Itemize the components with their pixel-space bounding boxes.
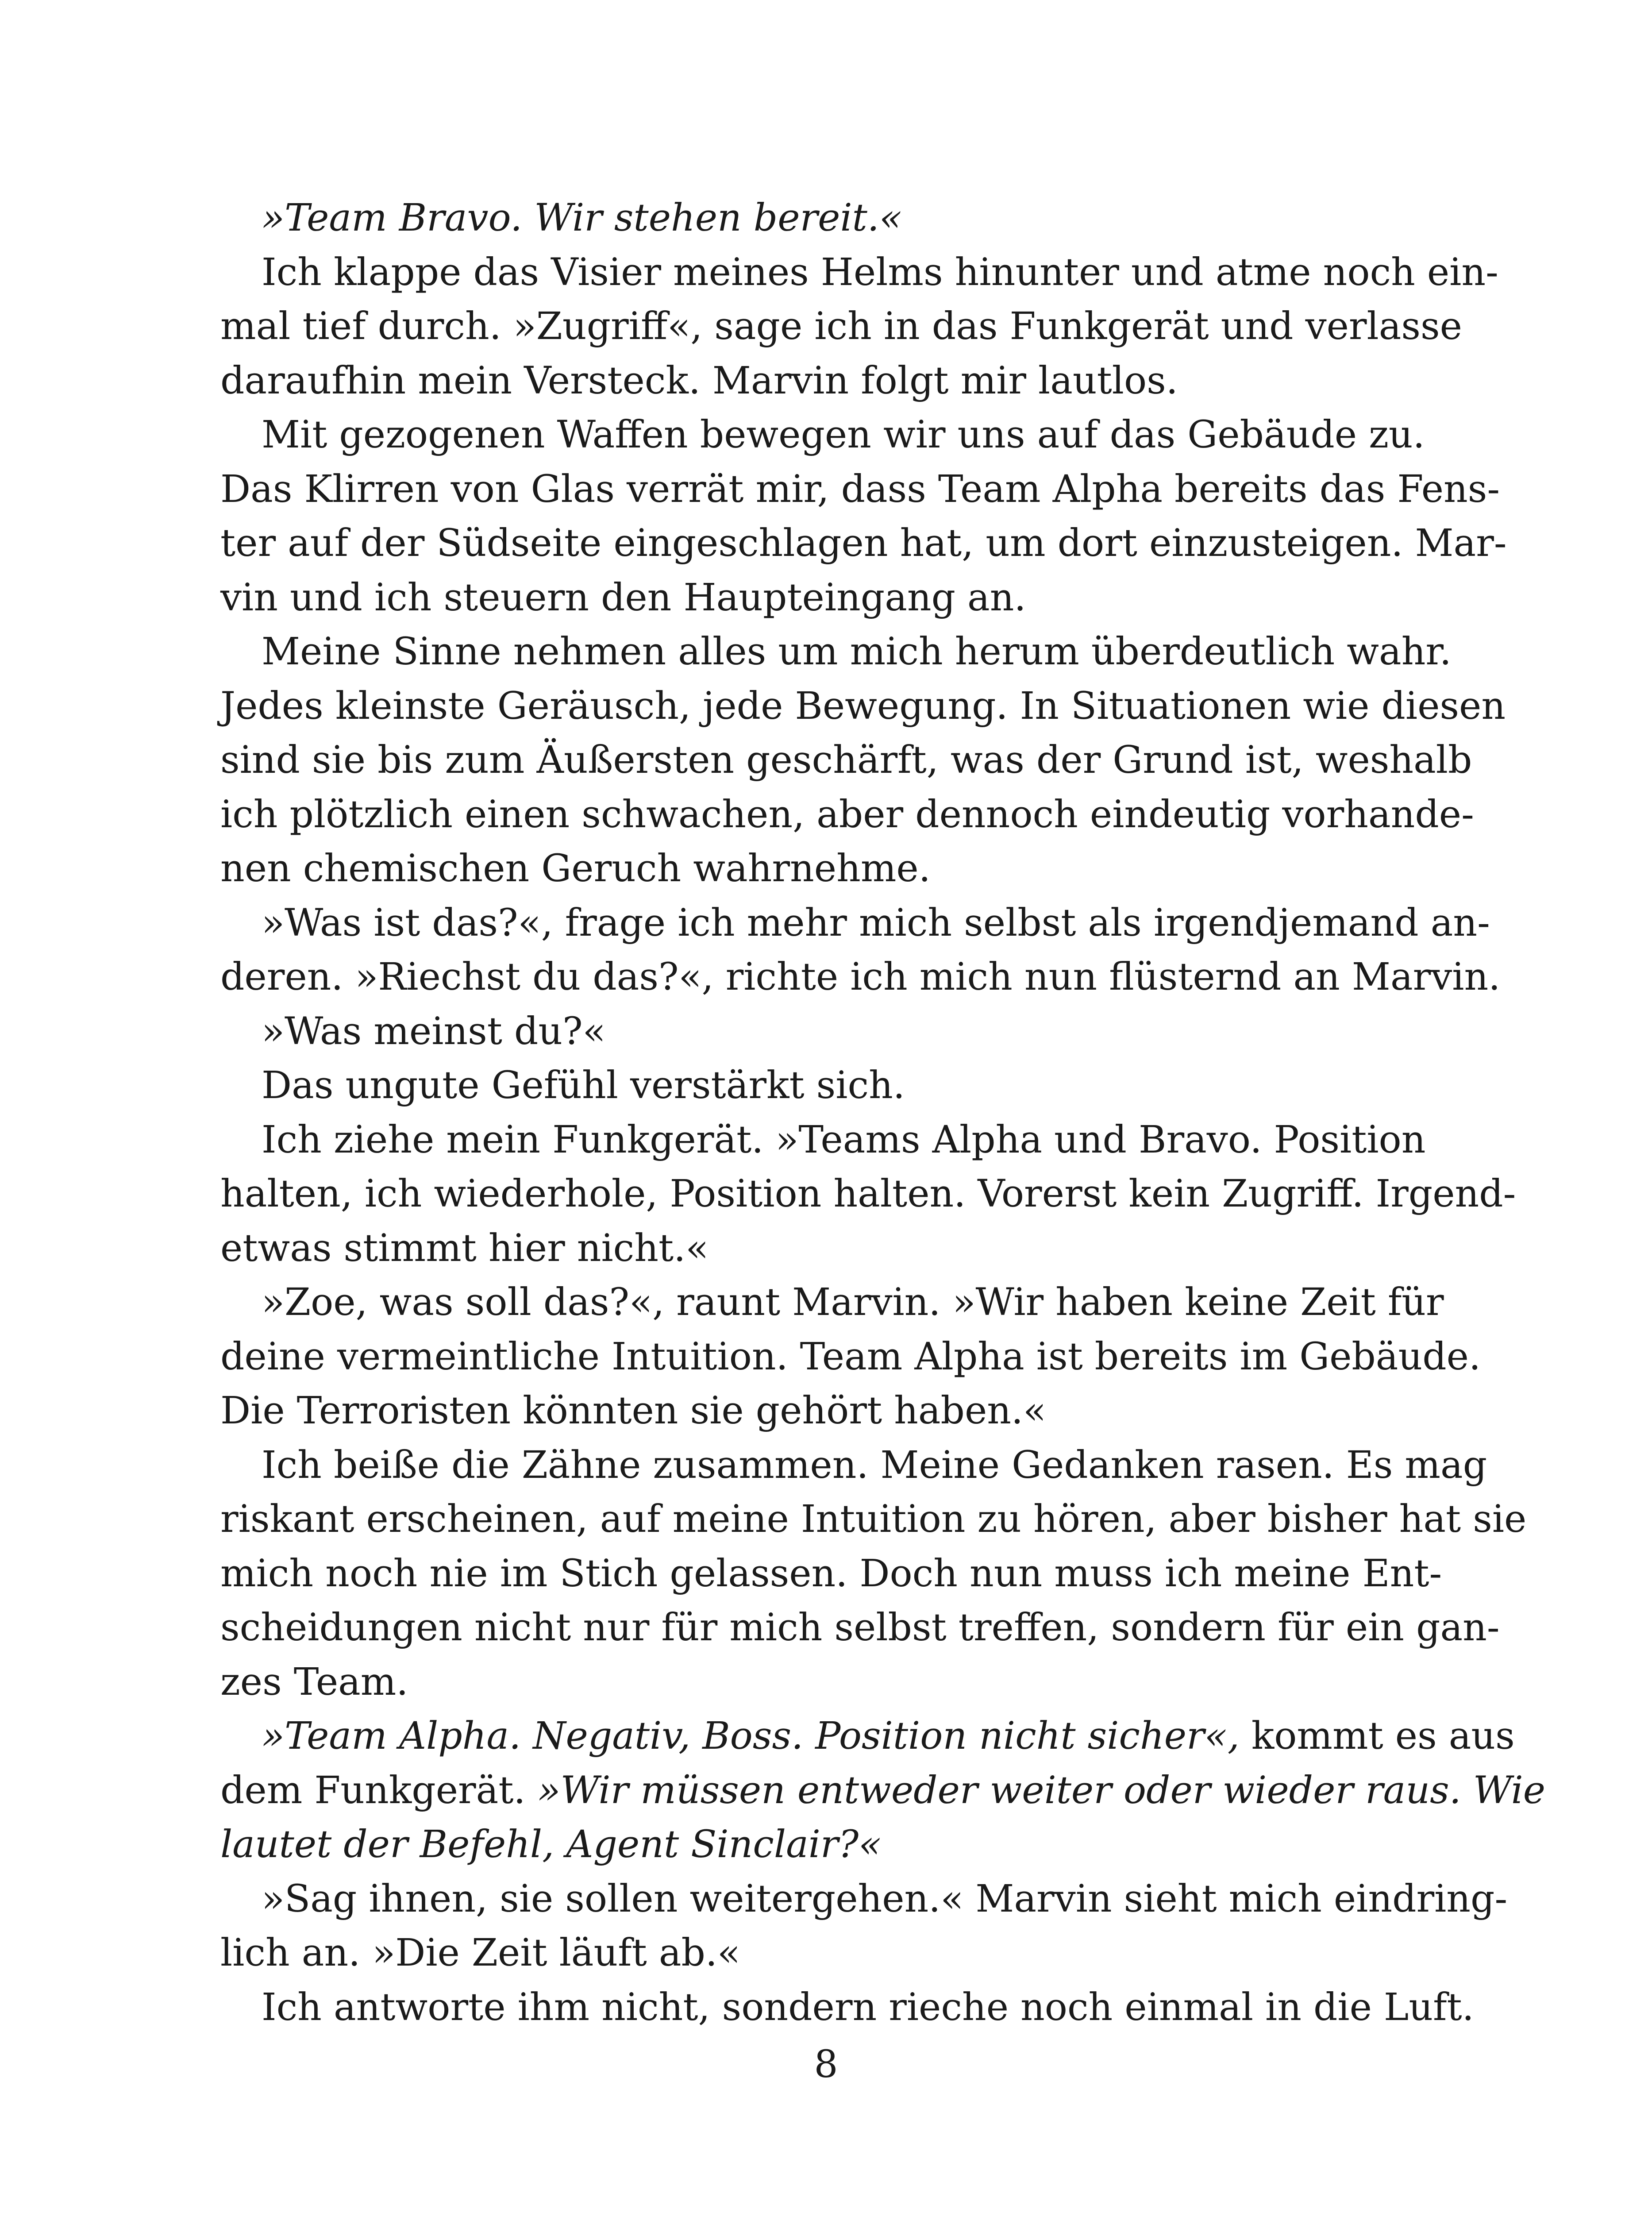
text-line [220,896,1490,951]
text-segment: ich plötzlich einen schwachen, aber dennoch eindeutig vorhande- [220,792,1474,837]
paragraph [220,1005,1372,1059]
italic-text-segment: lautet der Befehl, Agent Sinclair?« [220,1823,882,1866]
text-line [220,1601,1500,1655]
text-segment: Das ungute Gefühl verstärkt sich. [262,1064,905,1107]
paragraph [220,1872,1508,1981]
text-line [220,463,1500,517]
body-text [220,191,1546,2035]
text-segment: Jedes kleinste Geräusch, jede Bewegung. In Situationen wie diesen [220,684,1506,728]
paragraph [220,1059,1372,1113]
text-line [220,1709,1515,1764]
text-segment: deine vermeintliche Intuition. Team Alpha ist bereits im Gebäude. [220,1334,1481,1379]
paragraph [220,1276,1481,1438]
text-segment: Die Terroristen könnten sie gehört haben.« [220,1389,1047,1433]
text-line [220,300,1462,354]
text-line [220,1384,1372,1438]
text-segment: riskant erscheinen, auf meine Intuition zu hören, aber bisher hat sie [220,1497,1527,1541]
text-line [220,950,1501,1005]
text-line [220,1764,1546,1818]
text-segment: »Sag ihnen, sie sollen weitergehen.« Marvin sieht mich eindring- [262,1877,1508,1921]
text-segment: Meine Sinne nehmen alles um mich herum überdeutlich wahr. [262,630,1452,674]
text-line [220,571,1372,625]
paragraph [220,896,1501,1005]
text-line [220,1547,1442,1601]
text-segment: daraufhin mein Versteck. Marvin folgt mir lautlos. [220,359,1178,403]
paragraph [220,625,1506,896]
text-line [220,733,1472,788]
page-number: 8 [814,2043,838,2086]
text-line [220,1222,1372,1276]
text-segment: mal tief durch. »Zugriff«, sage ich in das Funkgerät und verlasse [220,305,1462,348]
text-line [220,1276,1444,1330]
text-line [220,1005,1372,1059]
text-segment: ter auf der Südseite eingeschlagen hat, um dort einzusteigen. Mar- [220,521,1507,565]
text-line [220,191,1372,246]
text-line [220,842,1372,896]
text-segment: mich noch nie im Stich gelassen. Doch nun muss ich meine Ent- [220,1551,1442,1596]
text-segment: sind sie bis zum Äußersten geschärft, was der Grund ist, weshalb [220,738,1472,782]
text-line [220,679,1506,734]
text-segment: »Was ist das?«, frage ich mehr mich selbst als irgendjemand an- [262,901,1490,945]
text-segment: lich an. »Die Zeit läuft ab.« [220,1931,740,1975]
text-segment: dem Funkgerät. [220,1768,538,1812]
text-segment: vin und ich steuern den Haupteingang an. [220,575,1026,620]
paragraph [220,1709,1546,1872]
text-line [220,788,1474,842]
text-line [220,1330,1481,1384]
text-segment: nen chemischen Geruch wahrnehme. [220,847,931,891]
text-segment: Ich klappe das Visier meines Helms hinunter und atme noch ein- [262,250,1498,294]
text-line [220,408,1425,463]
text-line [220,1167,1516,1222]
text-line [220,1059,1372,1113]
text-line [220,1438,1487,1493]
paragraph [220,408,1507,625]
text-line [220,354,1372,409]
text-line [220,246,1498,300]
text-line [220,1655,1372,1710]
text-line [220,1872,1508,1927]
text-segment: Mit gezogenen Waffen bewegen wir uns auf das Gebäude zu. [262,413,1425,457]
text-segment: etwas stimmt hier nicht.« [220,1226,709,1270]
paragraph [220,246,1498,409]
text-segment: deren. »Riechst du das?«, richte ich mich nun flüsternd an Marvin. [220,955,1501,999]
text-line [220,625,1452,679]
text-segment: »Zoe, was soll das?«, raunt Marvin. »Wir haben keine Zeit für [262,1280,1444,1324]
text-segment: Ich beiße die Zähne zusammen. Meine Gedanken rasen. Es mag [262,1443,1487,1487]
italic-text-segment: »Team Alpha. Negativ, Boss. Position nicht sicher«, [262,1714,1240,1758]
italic-text-segment: »Wir müssen entweder weiter oder wieder raus. Wie [537,1768,1546,1812]
text-segment: zes Team. [220,1660,408,1704]
text-line [220,1113,1426,1168]
paragraph [220,1981,1474,2035]
text-line [220,1981,1474,2035]
text-segment: »Was meinst du?« [262,1009,606,1053]
italic-text-segment: »Team Bravo. Wir stehen bereit.« [262,196,902,240]
text-segment: Ich antworte ihm nicht, sondern rieche noch einmal in die Luft. [262,1985,1474,2029]
text-segment: kommt es aus [1239,1714,1515,1758]
text-line [220,1926,1372,1981]
text-segment: Das Klirren von Glas verrät mir, dass Team Alpha bereits das Fens- [220,467,1500,511]
text-line [220,1818,1372,1872]
text-segment: Ich ziehe mein Funkgerät. »Teams Alpha und Bravo. Position [262,1118,1426,1162]
text-line [220,517,1507,571]
text-segment: halten, ich wiederhole, Position halten. Vorerst kein Zugriff. Irgend- [220,1172,1516,1216]
paragraph [220,191,1372,246]
text-segment: scheidungen nicht nur für mich selbst treffen, sondern für ein gan- [220,1606,1500,1650]
paragraph [220,1113,1516,1276]
text-line [220,1492,1527,1547]
paragraph [220,1438,1527,1710]
